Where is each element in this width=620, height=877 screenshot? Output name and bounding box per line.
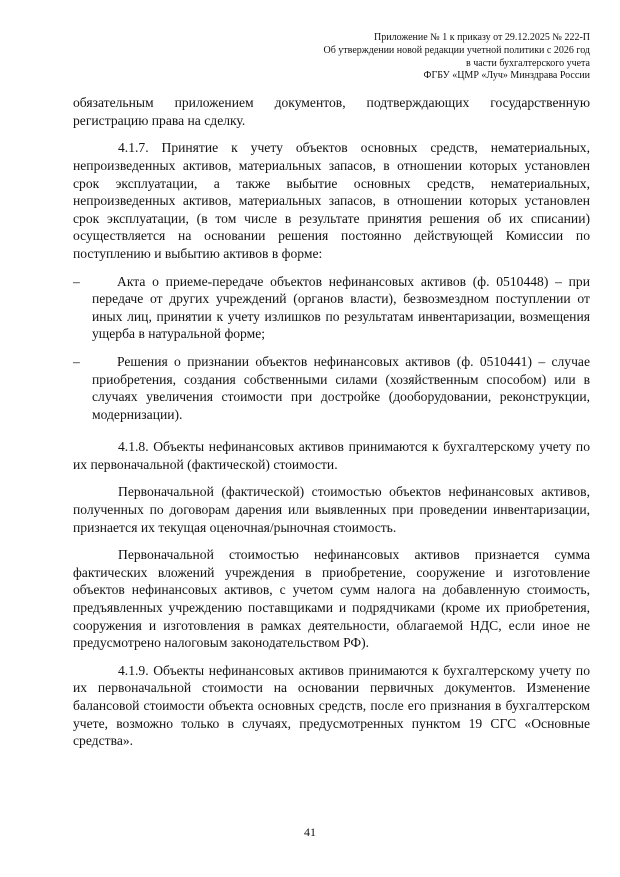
paragraph-fair-value: Первоначальной (фактической) стоимостью объектов нефинансовых активов, полученных по договорам дарения или выявленных при проведении инвентаризации, признается их текущая оценочная/рыночная стоимость. [73, 484, 590, 535]
document-header [73, 32, 590, 83]
acts-bullet-list [73, 273, 590, 424]
header-line-policy-title: Об утверждении новой редакции учетной политики с 2026 год [323, 44, 590, 56]
paragraph-4-1-8: 4.1.8. Объекты нефинансовых активов принимаются к бухгалтерскому учету по их первоначальной (фактической) стоимости. [73, 439, 590, 472]
bullet-text-transfer-act: Акта о приеме-передаче объектов нефинансовых активов (ф. 0510448) – при передаче от других учреждений (органов власти), безвозмездном поступлении от иных лиц, принятии к учету излишков по результатам инвентаризации, возмещения ущерба в натуральной форме; [92, 273, 590, 342]
page-number: 41 [304, 825, 316, 839]
paragraph-continuation: обязательным приложением документов, подтверждающих государственную регистрацию права на сделку. [73, 95, 590, 128]
dash-bullet-icon: – [73, 353, 80, 369]
bullet-text-recognition-decision: Решения о признании объектов нефинансовых активов (ф. 0510441) – случае приобретения, создания собственными силами (хозяйственным способом) или в случаях увеличения стоимости при достройке (дооборудовании, реконструкции, модернизации). [92, 353, 590, 422]
header-line-organization: ФГБУ «ЦМР «Луч» Минздрава России [423, 70, 590, 82]
paragraph-initial-cost: Первоначальной стоимостью нефинансовых активов признается сумма фактических вложений учреждения в приобретение, сооружение и изготовление объектов нефинансовых активов, с учетом сумм налога на добавленную стоимость, предъявленных учреждению поставщиками и подрядчиками (кроме их приобретения, сооружения и изготовления в рамках деятельности, облагаемой НДС, если иное не предусмотрено налоговым законодательством РФ). [73, 547, 590, 651]
header-line-order-reference: Приложение № 1 к приказу от 29.12.2025 № 222-П [374, 32, 590, 43]
dash-bullet-icon: – [73, 273, 80, 289]
document-body [73, 94, 590, 750]
list-item [73, 273, 590, 343]
paragraph-4-1-7: 4.1.7. Принятие к учету объектов основных средств, нематериальных, непроизведенных активов, материальных запасов, в отношении которых установлен срок эксплуатации, а также выбытие основных средств, нематериальных, непроизведенных активов, материальных запасов, в отношении которых установлен срок эксплуатации, (в том числе в результате принятия решения об их списании) осуществляется на основании решения постоянно действующей Комиссии по поступлению и выбытию активов в форме: [73, 140, 590, 261]
page-footer [0, 825, 620, 839]
header-line-accounting-part: в части бухгалтерского учета [465, 57, 590, 69]
paragraph-4-1-9: 4.1.9. Объекты нефинансовых активов принимаются к бухгалтерскому учету по их первоначальной стоимости на основании первичных документов. Изменение балансовой стоимости объекта основных средств, после его признания в бухгалтерском учете, возможно только в случаях, предусмотренных пунктом 19 СГС «Основные средства». [73, 662, 590, 749]
list-item [73, 353, 590, 423]
